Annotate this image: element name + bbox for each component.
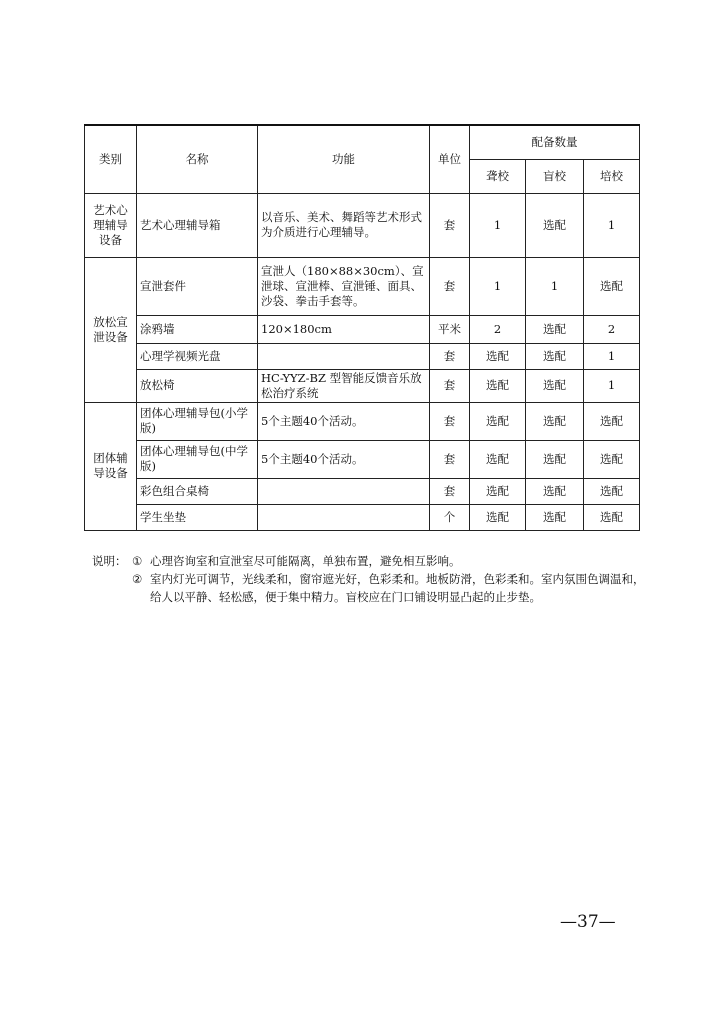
item-name: 涂鸦墙 — [137, 315, 258, 343]
category-cell: 放松宣泄设备 — [85, 257, 137, 402]
qty-training-school: 2 — [584, 315, 640, 343]
header-quantity: 配备数量 — [470, 125, 640, 159]
page-number: —37— — [560, 912, 616, 932]
table-row — [85, 478, 640, 504]
item-name: 放松椅 — [137, 369, 258, 402]
item-function: 120×180cm — [258, 315, 430, 343]
qty-training-school: 选配 — [584, 478, 640, 504]
header-training-school: 培校 — [584, 159, 640, 193]
header-function: 功能 — [258, 125, 430, 193]
note-number: ② — [132, 572, 143, 586]
qty-deaf-school: 选配 — [470, 478, 526, 504]
qty-training-school: 1 — [584, 193, 640, 257]
item-function — [258, 343, 430, 369]
qty-training-school: 选配 — [584, 402, 640, 440]
category-cell: 艺术心理辅导设备 — [85, 193, 137, 257]
notes-label: 说明： — [92, 554, 127, 568]
item-function: 宣泄人（180×88×30cm）、宣泄球、宣泄棒、宣泄锤、面具、沙袋、拳击手套等。 — [258, 257, 430, 315]
qty-blind-school: 选配 — [526, 315, 584, 343]
header-blind-school: 盲校 — [526, 159, 584, 193]
item-function: HC-YYZ-BZ 型智能反馈音乐放松治疗系统 — [258, 369, 430, 402]
table-row — [85, 504, 640, 530]
qty-deaf-school: 选配 — [470, 440, 526, 478]
notes — [92, 552, 652, 606]
item-unit: 套 — [430, 478, 470, 504]
note-number: ① — [132, 554, 143, 568]
qty-training-school: 选配 — [584, 440, 640, 478]
qty-blind-school: 1 — [526, 257, 584, 315]
qty-blind-school: 选配 — [526, 402, 584, 440]
qty-training-school: 1 — [584, 343, 640, 369]
table-row — [85, 193, 640, 257]
qty-deaf-school: 1 — [470, 257, 526, 315]
note-text: 室内灯光可调节，光线柔和，窗帘遮光好，色彩柔和。地板防滑，色彩柔和。室内氛围色调温和，给人以平静、轻松感，便于集中精力。盲校应在门口铺设明显凸起的止步垫。 — [150, 572, 645, 604]
item-name: 团体心理辅导包(小学版) — [137, 402, 258, 440]
table-row — [85, 315, 640, 343]
qty-blind-school: 选配 — [526, 504, 584, 530]
item-unit: 个 — [430, 504, 470, 530]
qty-deaf-school: 选配 — [470, 402, 526, 440]
item-name: 心理学视频光盘 — [137, 343, 258, 369]
qty-deaf-school: 选配 — [470, 343, 526, 369]
qty-deaf-school: 1 — [470, 193, 526, 257]
table-row — [85, 402, 640, 440]
item-function — [258, 478, 430, 504]
item-name: 学生坐垫 — [137, 504, 258, 530]
qty-training-school: 选配 — [584, 257, 640, 315]
item-name: 团体心理辅导包(中学版) — [137, 440, 258, 478]
item-unit: 套 — [430, 193, 470, 257]
qty-blind-school: 选配 — [526, 343, 584, 369]
item-name: 彩色组合桌椅 — [137, 478, 258, 504]
item-function: 5个主题40个活动。 — [258, 402, 430, 440]
item-function: 以音乐、美术、舞蹈等艺术形式为介质进行心理辅导。 — [258, 193, 430, 257]
table-row — [85, 440, 640, 478]
item-unit: 套 — [430, 369, 470, 402]
qty-training-school: 1 — [584, 369, 640, 402]
header-category: 类别 — [85, 125, 137, 193]
item-function — [258, 504, 430, 530]
header-deaf-school: 聋校 — [470, 159, 526, 193]
item-function: 5个主题40个活动。 — [258, 440, 430, 478]
table-row — [85, 369, 640, 402]
item-unit: 套 — [430, 343, 470, 369]
item-unit: 平米 — [430, 315, 470, 343]
table-row — [85, 257, 640, 315]
qty-training-school: 选配 — [584, 504, 640, 530]
qty-blind-school: 选配 — [526, 193, 584, 257]
item-unit: 套 — [430, 402, 470, 440]
qty-blind-school: 选配 — [526, 478, 584, 504]
table-row — [85, 343, 640, 369]
item-unit: 套 — [430, 257, 470, 315]
item-name: 艺术心理辅导箱 — [137, 193, 258, 257]
header-name: 名称 — [137, 125, 258, 193]
qty-deaf-school: 2 — [470, 315, 526, 343]
category-cell: 团体辅导设备 — [85, 402, 137, 530]
qty-deaf-school: 选配 — [470, 369, 526, 402]
qty-blind-school: 选配 — [526, 369, 584, 402]
qty-blind-school: 选配 — [526, 440, 584, 478]
header-unit: 单位 — [430, 125, 470, 193]
equipment-table — [84, 124, 640, 531]
qty-deaf-school: 选配 — [470, 504, 526, 530]
item-unit: 套 — [430, 440, 470, 478]
note-text: 心理咨询室和宣泄室尽可能隔离，单独布置，避免相互影响。 — [150, 554, 461, 568]
item-name: 宣泄套件 — [137, 257, 258, 315]
